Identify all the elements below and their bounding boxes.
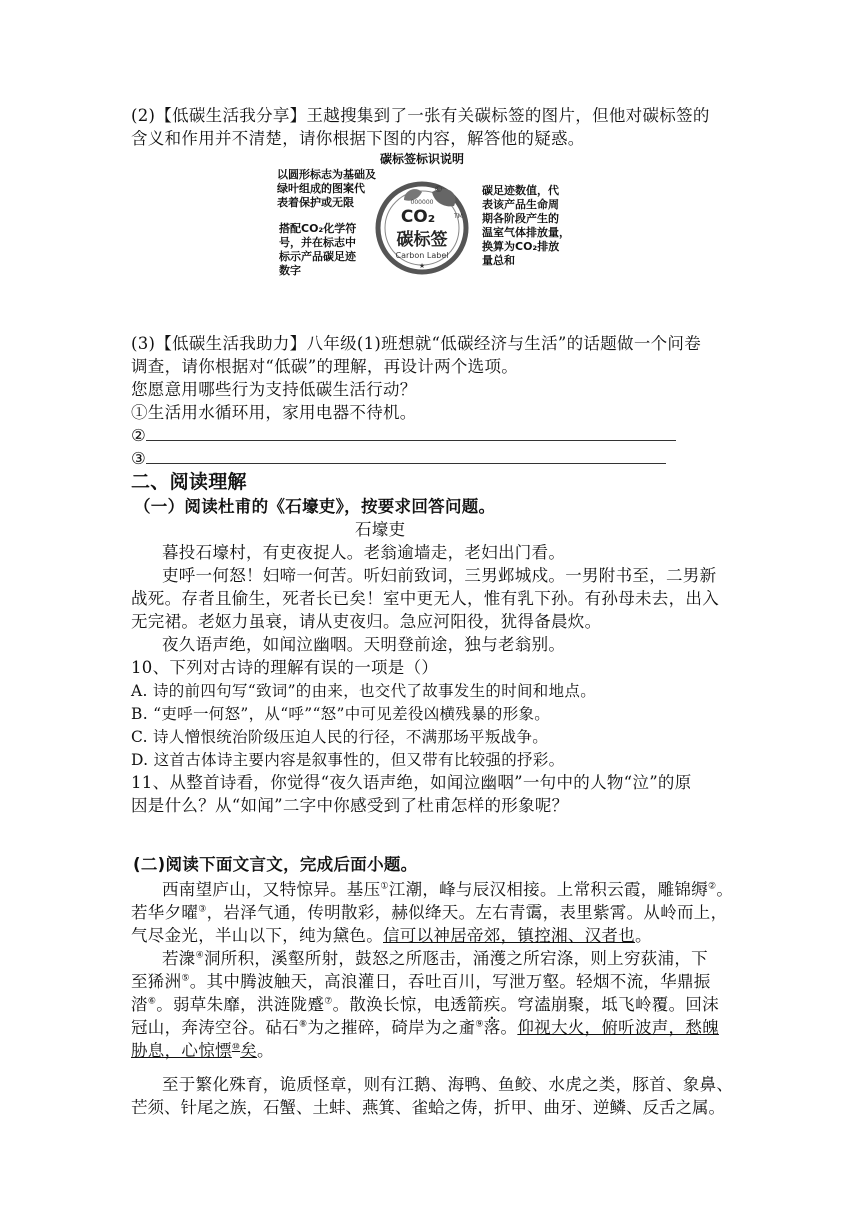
q3-option-1: ①生活用水循环用，家用电器不待机。 xyxy=(131,403,417,422)
text-span: 洞所积，溪壑所射，鼓怒之所豗击，涌濩之所宕涤，则上穷荻浦，下 xyxy=(203,949,708,968)
question-10: 10、下列对古诗的理解有误的一项是（） xyxy=(131,658,439,677)
text-span: 为之摧碎，碕岸为之齑 xyxy=(307,1018,476,1037)
figure-right-1: 碳足迹数值，代 xyxy=(482,184,559,197)
q10-option-b: B. “吏呼一何怒”，从“呼”“怒”中可见差役凶横残暴的形象。 xyxy=(131,705,551,723)
figure-left-bottom-2: 号，并在标志中 xyxy=(279,236,356,249)
text-span: 西南望庐山，又特惊异。基压 xyxy=(162,880,381,899)
wenyan-p1-line-2 xyxy=(131,903,727,923)
text-span: 。其中腾波触天，高浪灌日，吞吐百川，写泄万壑。轻烟不流，华鼎振 xyxy=(189,972,711,991)
carbon-label-logo xyxy=(374,178,470,278)
note-6: ⑥ xyxy=(147,996,157,1007)
question-11-line-2: 因是什么？从“如闻”二字中你感受到了杜甫怎样的形象呢？ xyxy=(131,796,569,815)
underlined-sentence-2c: 矣 xyxy=(240,1041,257,1060)
q10-option-d: D. 这首古体诗主要内容是叙事性的，但又带有比较强的抒彩。 xyxy=(131,751,565,769)
wenyan-p3-line-2: 芒须、针尾之族，石蟹、土蚌、燕箕、雀蛤之俦，折甲、曲牙、逆鳞、反舌之属。 xyxy=(131,1098,725,1117)
figure-left-bottom-1: 搭配CO₂化学符 xyxy=(279,222,357,235)
note-8: ⑧ xyxy=(299,1019,308,1030)
figure-left-top-2: 绿叶组成的图案代 xyxy=(277,182,365,195)
wenyan-p1-line-1: 西南望庐山，又特惊异。基压①江潮，峰与辰汉相接。上常积云霞，雕锦缛②。 xyxy=(162,880,734,899)
q3-line-1: (3)【低碳生活我助力】八年级(1)班想就“低碳经济与生活”的话题做一个问卷 xyxy=(131,334,702,353)
logo-carbon-cn: 碳标签 xyxy=(396,230,448,250)
text-span: ，岩泽气通，传明散彩，赫似绛天。左右青霭，表里紫霄。从岭而上， xyxy=(206,903,728,922)
wenyan-p3-line-1: 至于繁化殊育，诡质怪章，则有江鹅、海鸭、鱼鲛、水虎之类，豚首、象鼻、 xyxy=(162,1075,734,1094)
logo-copyright: © xyxy=(434,185,443,195)
dotted-char: 疾 xyxy=(483,995,501,1014)
poem-line-2: 吏呼一何怒！妇啼一何苦。听妇前致词，三男邺城戍。一男附书至，二男新 xyxy=(162,566,717,585)
logo-carbon-en: Carbon Label xyxy=(395,251,449,260)
note-1: ① xyxy=(380,881,389,892)
note-7: ⑦ xyxy=(324,996,333,1007)
figure-left-top-1: 以圆形标志为基础及 xyxy=(277,168,376,181)
q3-option-3-row xyxy=(131,449,666,469)
logo-tm: TM xyxy=(454,213,463,220)
q2-line-2: 含义和作用并不清楚，请你根据下图的内容，解答他的疑惑。 xyxy=(131,129,585,148)
q3-option-3-blank[interactable] xyxy=(146,449,666,464)
text-span: 落。 xyxy=(483,1018,518,1037)
underlined-sentence-2a: 仰视大火，俯听波声，愁魄 xyxy=(517,1018,719,1037)
figure-right-4: 温室气体排放量， xyxy=(482,226,570,239)
text-span: 。弱草朱靡，洪涟陇蹙 xyxy=(156,995,325,1014)
q3-option-2-row xyxy=(131,426,676,446)
figure-left-bottom-3: 标示产品碳足迹 xyxy=(279,250,356,263)
logo-co2: CO₂ xyxy=(400,207,436,227)
section-2-title: 二、阅读理解 xyxy=(131,471,247,493)
text-span: 若华夕曜 xyxy=(131,903,199,922)
wenyan-p2-line-5 xyxy=(131,1041,274,1061)
part-1-title: （一）阅读杜甫的《石壕吏》，按要求回答问题。 xyxy=(134,497,496,516)
figure-right-2: 表该产品生命周 xyxy=(482,198,559,211)
text-span: 涾 xyxy=(131,995,148,1014)
text-span: 。 xyxy=(635,926,652,945)
figure-left-top-3: 表着保护或无限 xyxy=(277,196,354,209)
logo-star-icon: ★ xyxy=(418,262,426,270)
poem-line-1: 暮投石壕村，有吏夜捉人。老翁逾墙走，老妇出门看。 xyxy=(162,543,566,562)
q3-option-3-mark: ③ xyxy=(131,449,147,468)
note-9: ⑨ xyxy=(475,1019,484,1030)
note-4: ④ xyxy=(195,950,204,961)
note-2: ② xyxy=(707,881,717,892)
poem-line-3: 战死。存者且偷生，死者长已矣！室中更无人，惟有乳下孙。有孙母未去，出入 xyxy=(131,589,719,608)
q2-line-1: (2)【低碳生活我分享】王越搜集到了一张有关碳标签的图片，但他对碳标签的 xyxy=(131,106,710,125)
poem-line-4: 无完裙。老妪力虽衰，请从吏夜归。急应河阳役，犹得备晨炊。 xyxy=(131,612,602,631)
q10-option-a: A. 诗的前四句写“致词”的由来，也交代了故事发生的时间和地点。 xyxy=(131,682,596,700)
question-11-line-1: 11、从整首诗看，你觉得“夜久语声绝，如闻泣幽咽”一句中的人物“泣”的原 xyxy=(131,773,692,792)
figure-right-5: 换算为CO₂排放 xyxy=(482,240,560,253)
text-span: 江潮，峰与辰汉相接。上常积云霞，雕锦缛 xyxy=(388,880,708,899)
wenyan-p1-line-3 xyxy=(131,926,652,946)
carbon-label-figure xyxy=(277,150,577,290)
logo-number: 000000 xyxy=(410,199,434,206)
poem-line-5: 夜久语声绝，如闻泣幽咽。天明登前途，独与老翁别。 xyxy=(162,635,566,654)
text-span: 。散涣长惊，电透箭 xyxy=(332,995,484,1014)
text-span: 。穹溘崩聚，坻飞岭覆。回沫 xyxy=(500,995,719,1014)
text-span: 至狶洲 xyxy=(131,972,182,991)
underlined-sentence-1: 信可以神居帝郊，镇控湘、汉者也 xyxy=(383,926,635,945)
q3-option-2-blank[interactable] xyxy=(146,426,676,441)
text-span: 。 xyxy=(257,1041,274,1060)
q10-option-c: C. 诗人憎恨统治阶级压迫人民的行径，不满那场平叛战争。 xyxy=(131,728,549,746)
q3-option-2-mark: ② xyxy=(131,426,147,445)
note-5: ⑤ xyxy=(181,973,190,984)
figure-right-6: 量总和 xyxy=(482,254,515,267)
note-3: ③ xyxy=(198,904,207,915)
poem-title: 石壕吏 xyxy=(355,520,406,539)
underlined-sentence-2b: 胁息，心惊慓 xyxy=(131,1041,232,1060)
q3-line-2: 调查，请你根据对“低碳”的理解，再设计两个选项。 xyxy=(131,357,519,376)
figure-caption: 碳标签标识说明 xyxy=(380,152,465,166)
text-span: 若潨 xyxy=(162,949,196,968)
wenyan-p2-line-2 xyxy=(131,972,711,992)
figure-left-bottom-4: 数字 xyxy=(279,264,301,277)
wenyan-p2-line-1 xyxy=(162,949,708,969)
figure-right-3: 期各阶段产生的 xyxy=(482,212,559,225)
text-span: 冠山，奔涛空谷。砧石 xyxy=(131,1018,299,1037)
text-span: 气尽金光，半山以下，纯为黛色。 xyxy=(131,926,383,945)
note-10: ⑩ xyxy=(231,1042,241,1053)
part-2-title: (二)阅读下面文言文，完成后面小题。 xyxy=(133,855,418,874)
wenyan-p2-line-4 xyxy=(131,1018,719,1038)
q3-question: 您愿意用哪些行为支持低碳生活行动？ xyxy=(131,380,417,399)
